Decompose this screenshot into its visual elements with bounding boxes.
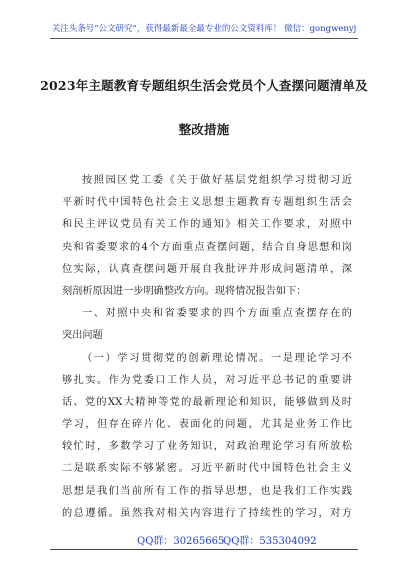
footer-divider <box>50 549 358 550</box>
header-promo-note: 关注头条号“公文研究”，获得最新最全最专业的公文资料库！ 微信：gongwenyj <box>51 24 357 34</box>
section-heading-line: 突出问题 <box>62 330 103 342</box>
body-line: 刻剖析原因进一步明确整改方向。现将情况报告如下： <box>62 285 307 297</box>
header-divider <box>50 38 358 39</box>
body-line: 话、党的XX大精神等党的最新理论和知识，能够做到及时 <box>62 396 352 408</box>
section-heading-line: 一、对照中央和省委要求的四个方面重点查摆存在的 <box>82 308 352 320</box>
document-title-line-2: 整改措施 <box>178 122 230 137</box>
body-line: 够扎实。作为党委口工作人员，对习近平总书记的重要讲 <box>62 374 352 386</box>
footer-qq-group-2: QQ群：535304092 <box>223 536 317 547</box>
body-line: 二是联系实际不够紧密。习近平新时代中国特色社会主义 <box>62 463 352 475</box>
body-line: 按照园区党工委《关于做好基层党组织学习贯彻习近 <box>82 175 352 186</box>
body-line: 的总遵循。虽然我对相关内容进行了持续性的学习，对方 <box>62 507 352 519</box>
body-line: 较忙时，多数学习了业务知识，对政治理论学习有所放松 <box>62 441 352 453</box>
footer-qq-group-1: QQ群：30265665 <box>137 536 225 547</box>
body-line: 学习，但存在碎片化、表面化的问题，尤其是业务工作比 <box>62 419 352 431</box>
document-title-line-1: 2023年主题教育专题组织生活会党员个人查摆问题清单及 <box>40 78 368 93</box>
body-line: 思想是我们当前所有工作的指导思想，也是我们工作实践 <box>62 485 352 497</box>
body-line: 和民主评议党员有关工作的通知》相关工作要求，对照中 <box>62 219 352 231</box>
body-line: 平新时代中国特色社会主义思想主题教育专题组织生活会 <box>62 197 352 209</box>
body-line: 央和省委要求的4个方面重点查摆问题，结合自身思想和岗 <box>62 241 352 253</box>
body-line: 位实际，认真查摆问题开展自我批评并形成问题清单，深 <box>62 263 352 275</box>
document-body <box>62 170 352 525</box>
body-line: （一）学习贯彻党的创新理论情况。一是理论学习不 <box>82 352 352 364</box>
